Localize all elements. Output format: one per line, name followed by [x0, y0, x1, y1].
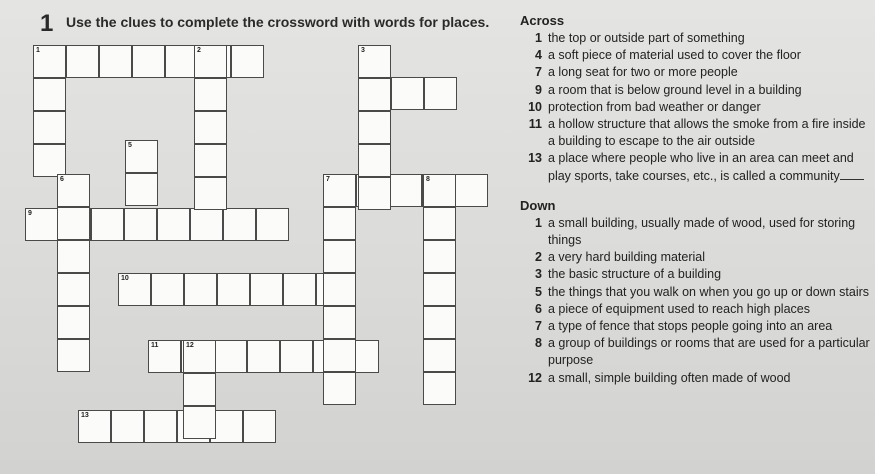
clue-number: 6: [535, 301, 542, 316]
crossword-cell[interactable]: [194, 177, 227, 210]
crossword-cell[interactable]: [148, 340, 181, 373]
crossword-cell[interactable]: [57, 339, 90, 372]
clue-text: a piece of equipment used to reach high places: [548, 301, 810, 316]
clue-number: 4: [535, 48, 542, 63]
clue-number: 10: [528, 99, 542, 114]
crossword-cell[interactable]: [283, 273, 316, 306]
down-clue: [520, 215, 870, 249]
across-clue: [520, 116, 870, 150]
crossword-cell[interactable]: [389, 174, 422, 207]
crossword-cell[interactable]: [194, 144, 227, 177]
clue-text: the basic structure of a building: [548, 267, 722, 282]
cell-clue-number: 13: [81, 412, 89, 419]
crossword-cell[interactable]: [423, 273, 456, 306]
crossword-cell[interactable]: [183, 340, 216, 373]
crossword-cell[interactable]: [256, 208, 289, 241]
crossword-cell[interactable]: [99, 45, 132, 78]
clue-text: the top or outside part of something: [548, 31, 745, 45]
exercise-instruction: Use the clues to complete the crossword with words for places.: [66, 14, 490, 30]
crossword-cell[interactable]: [151, 273, 184, 306]
clue-number: 8: [535, 336, 542, 351]
clue-text: protection from bad weather or danger: [548, 99, 761, 114]
clue-text: a place where people who live in an area can meet and play sports, take courses, etc., is called a community: [548, 150, 870, 184]
clue-number: 5: [535, 284, 542, 299]
clue-number: 2: [535, 250, 542, 265]
across-clue: [520, 99, 870, 116]
clue-text: a long seat for two or more people: [548, 65, 738, 80]
across-heading: Across: [520, 13, 565, 28]
clue-number: 12: [528, 370, 542, 385]
crossword-cell[interactable]: [57, 174, 90, 207]
crossword-cell[interactable]: [184, 273, 217, 306]
clue-number: 1: [535, 215, 542, 230]
clue-number: 7: [535, 65, 542, 80]
crossword-cell[interactable]: [423, 240, 456, 273]
cell-clue-number: 1: [36, 47, 40, 54]
across-clue: [520, 82, 870, 99]
crossword-cell[interactable]: [25, 208, 58, 241]
crossword-cell[interactable]: [214, 340, 247, 373]
across-clue: [520, 30, 870, 47]
crossword-cell[interactable]: [33, 144, 66, 177]
crossword-cell[interactable]: [391, 77, 424, 110]
crossword-cell[interactable]: [358, 45, 391, 78]
crossword-cell[interactable]: [423, 207, 456, 240]
exercise-number: 1: [40, 10, 54, 37]
crossword-cell[interactable]: [125, 140, 158, 173]
down-clue: [520, 301, 870, 318]
crossword-cell[interactable]: [33, 45, 66, 78]
clue-text: a hollow structure that allows the smoke from a fire inside a building to escape to the air outside: [548, 117, 866, 149]
crossword-cell[interactable]: [455, 174, 488, 207]
crossword-cell[interactable]: [125, 173, 158, 206]
across-clue-list: [520, 30, 870, 185]
crossword-cell[interactable]: [183, 373, 216, 406]
crossword-cell[interactable]: [223, 208, 256, 241]
clue-number: 1: [535, 31, 542, 45]
cell-clue-number: 10: [121, 275, 129, 282]
crossword-cell[interactable]: [323, 339, 356, 372]
crossword-cell[interactable]: [424, 77, 457, 110]
crossword-cell[interactable]: [91, 208, 124, 241]
crossword-cell[interactable]: [157, 208, 190, 241]
clue-text: a very hard building material: [548, 250, 706, 265]
crossword-cell[interactable]: [132, 45, 165, 78]
clue-number: 13: [528, 151, 542, 166]
clue-number: 9: [535, 82, 542, 97]
crossword-cell[interactable]: [280, 340, 313, 373]
down-clue: [520, 370, 870, 387]
crossword-cell[interactable]: [423, 306, 456, 339]
crossword-cell[interactable]: [217, 273, 250, 306]
crossword-cell[interactable]: [358, 111, 391, 144]
answer-blank[interactable]: [840, 168, 864, 180]
crossword-cell[interactable]: [78, 410, 111, 443]
clue-text: a type of fence that stops people going into an area: [548, 319, 833, 334]
crossword-cell[interactable]: [194, 111, 227, 144]
down-clue: [520, 266, 870, 283]
crossword-cell[interactable]: [423, 174, 456, 207]
cell-clue-number: 7: [326, 176, 330, 183]
clue-text: the things that you walk on when you go up or down stairs: [548, 284, 870, 299]
clue-number: 11: [528, 117, 542, 132]
crossword-cell[interactable]: [118, 273, 151, 306]
crossword-cell[interactable]: [247, 340, 280, 373]
clue-text: a soft piece of material used to cover the floor: [548, 48, 801, 63]
clue-text: a small, simple building often made of wood: [548, 370, 791, 385]
crossword-cell[interactable]: [33, 111, 66, 144]
cell-clue-number: 6: [60, 176, 64, 183]
cell-clue-number: 3: [361, 47, 365, 54]
crossword-cell[interactable]: [57, 306, 90, 339]
cell-clue-number: 8: [426, 176, 430, 183]
clues-panel: [520, 12, 870, 387]
across-clue: [520, 64, 870, 81]
crossword-cell[interactable]: [124, 208, 157, 241]
clue-number: 3: [535, 267, 542, 282]
cell-clue-number: 9: [28, 210, 32, 217]
crossword-cell[interactable]: [231, 45, 264, 78]
down-clue: [520, 335, 870, 369]
crossword-cell[interactable]: [57, 240, 90, 273]
crossword-cell[interactable]: [33, 78, 66, 111]
crossword-cell[interactable]: [323, 240, 356, 273]
crossword-cell[interactable]: [358, 78, 391, 111]
crossword-cell[interactable]: [194, 45, 227, 78]
crossword-cell[interactable]: [194, 78, 227, 111]
crossword-cell[interactable]: [423, 372, 456, 405]
crossword-cell[interactable]: [323, 273, 356, 306]
crossword-cell[interactable]: [243, 410, 276, 443]
down-heading: Down: [520, 197, 556, 213]
crossword-cell[interactable]: [358, 144, 391, 177]
crossword-cell[interactable]: [57, 273, 90, 306]
down-clue: [520, 249, 870, 266]
down-clue: [520, 318, 870, 335]
crossword-cell[interactable]: [323, 174, 356, 207]
crossword-cell[interactable]: [323, 372, 356, 405]
clue-text: a group of buildings or rooms that are used for a particular purpose: [548, 336, 870, 368]
cell-clue-number: 5: [128, 142, 132, 149]
down-clue-list: [520, 215, 870, 387]
across-clue: [520, 150, 870, 184]
down-clue: [520, 284, 870, 301]
crossword-cell[interactable]: [144, 410, 177, 443]
cell-clue-number: 11: [151, 342, 159, 349]
cell-clue-number: 12: [186, 342, 194, 349]
crossword-cell[interactable]: [323, 207, 356, 240]
crossword-cell[interactable]: [57, 207, 90, 240]
clue-text: a small building, usually made of wood, used for storing things: [548, 215, 856, 248]
crossword-cell[interactable]: [190, 208, 223, 241]
crossword-cell[interactable]: [358, 177, 391, 210]
clue-number: 7: [535, 319, 542, 334]
across-clue: [520, 47, 870, 64]
crossword-cell[interactable]: [183, 406, 216, 439]
cell-clue-number: 2: [197, 47, 201, 54]
crossword-cell[interactable]: [111, 410, 144, 443]
crossword-cell[interactable]: [323, 306, 356, 339]
crossword-cell[interactable]: [423, 339, 456, 372]
clue-text: a room that is below ground level in a building: [548, 82, 802, 97]
crossword-cell[interactable]: [66, 45, 99, 78]
crossword-cell[interactable]: [250, 273, 283, 306]
